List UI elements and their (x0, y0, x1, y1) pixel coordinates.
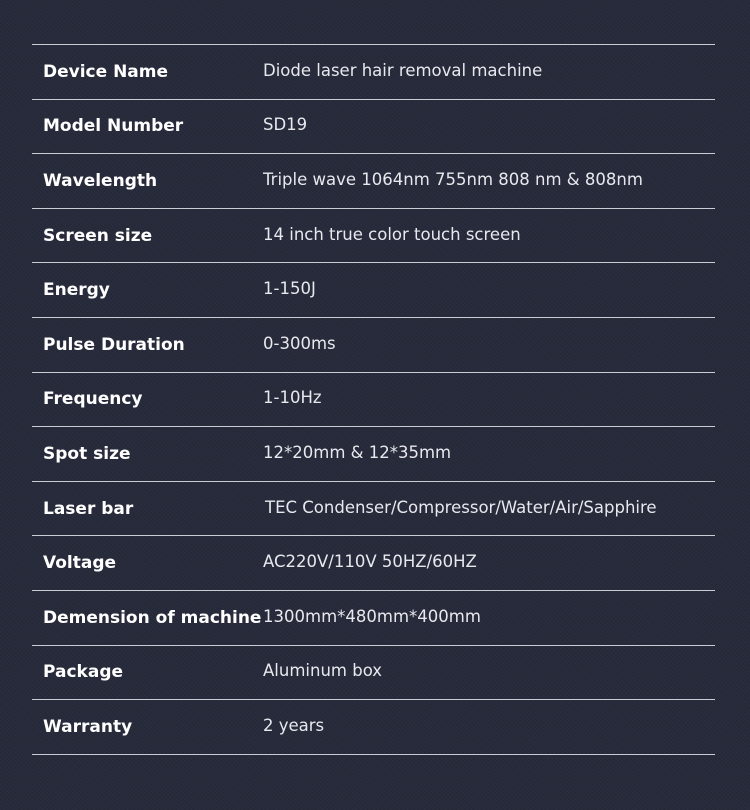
spec-label: Pulse Duration (43, 334, 185, 355)
spec-value: TEC Condenser/Compressor/Water/Air/Sapphire (265, 497, 657, 517)
spec-label: Wavelength (43, 170, 158, 191)
spec-row-screen-size (32, 209, 715, 264)
spec-row-dimension (32, 591, 715, 646)
spec-value: Diode laser hair removal machine (263, 60, 543, 80)
spec-label: Voltage (43, 553, 117, 574)
spec-row-pulse-duration (32, 318, 715, 373)
spec-label: Model Number (43, 116, 184, 137)
spec-row-energy (32, 263, 715, 318)
spec-value: Aluminum box (263, 661, 383, 681)
spec-row-spot-size (32, 427, 715, 482)
spec-row-package (32, 646, 715, 701)
spec-label: Demension of machine (43, 607, 262, 628)
spec-value: 1-10Hz (263, 388, 322, 408)
spec-label: Device Name (43, 61, 169, 82)
spec-table (32, 44, 715, 755)
spec-value: 12*20mm & 12*35mm (263, 442, 452, 462)
spec-value: 14 inch true color touch screen (263, 224, 521, 244)
spec-label: Frequency (43, 389, 143, 410)
spec-row-frequency (32, 373, 715, 428)
spec-value: 1-150J (263, 279, 316, 299)
spec-row-model-number (32, 100, 715, 155)
spec-row-voltage (32, 536, 715, 591)
spec-value: 0-300ms (263, 333, 336, 353)
spec-label: Screen size (43, 225, 153, 246)
spec-value: 1300mm*480mm*400mm (263, 606, 481, 626)
spec-label: Warranty (43, 716, 133, 737)
spec-value: Triple wave 1064nm 755nm 808 nm & 808nm (263, 169, 643, 189)
spec-row-wavelength (32, 154, 715, 209)
spec-label: Energy (43, 280, 110, 301)
spec-row-laser-bar (32, 482, 715, 537)
spec-value: SD19 (263, 115, 308, 135)
spec-row-device-name (32, 45, 715, 100)
spec-row-warranty (32, 700, 715, 755)
spec-value: AC220V/110V 50HZ/60HZ (263, 552, 477, 572)
spec-label: Laser bar (43, 498, 134, 519)
spec-value: 2 years (263, 715, 325, 735)
spec-label: Package (43, 662, 124, 683)
spec-label: Spot size (43, 443, 131, 464)
